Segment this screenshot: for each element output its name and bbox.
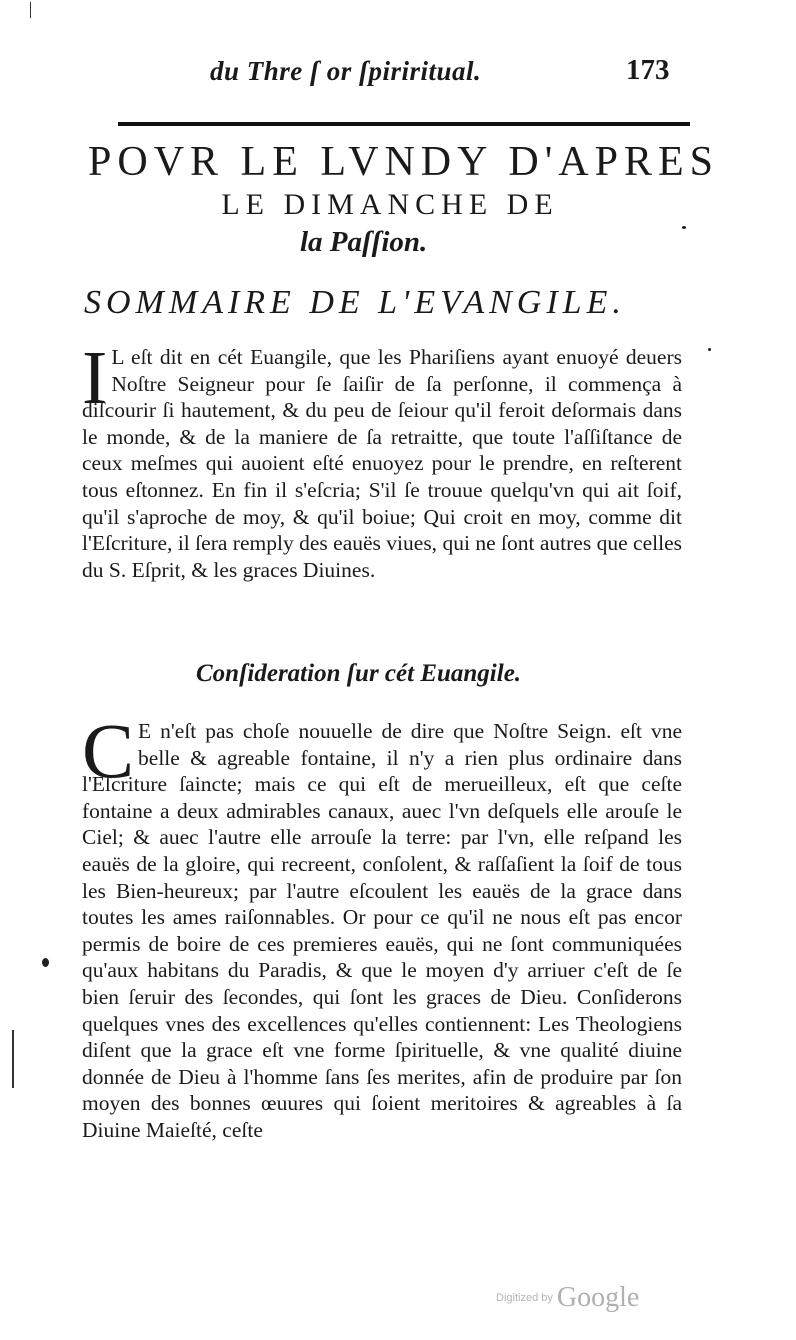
chapter-title-line-1: POVR LE LVNDY D'APRES [88, 139, 720, 185]
page-number: 173 [626, 54, 670, 86]
google-logo: Google [556, 1282, 640, 1313]
header-rule [118, 122, 690, 126]
ink-speck [708, 348, 711, 351]
chapter-title-line-3: la Paſſion. [300, 226, 428, 258]
digitized-watermark [496, 1282, 639, 1314]
summary-heading: SOMMAIRE DE L'EVANGILE. [84, 284, 626, 321]
consideration-paragraph [82, 707, 682, 1144]
drop-cap-c: C [82, 707, 135, 794]
ink-speck [682, 226, 686, 229]
chapter-title-line-2: LE DIMANCHE DE [221, 188, 559, 221]
running-head: du Thre ſ or ſpiriritual. [210, 56, 482, 86]
margin-mark [30, 2, 31, 18]
consideration-text: E n'eſt pas choſe nouuelle de dire que Noſtre Seign. eſt vne belle & agreable fontaine, il n'y a rien plus ordinaire dans l'Eſcriture ſaincte; mais ce qui eſt de merueilleux, eſt que ceſte fontaine a deux admirables canaux, auec l'vn deſquels elle arouſe le Ciel; & auec l'autre elle arrouſe la terre: par l'vn, elle reſpand les eauës de la gloire, qui recreent, conſolent, & raſſaſient la ſoif de tous les Bien-heureux; par l'autre eſcoulent les eauës de la grace dans toutes les ames raiſonnables. Or pour ce qu'il ne nous eſt pas encor permis de boire de ces premieres eauës, qui ne ſont communiquées qu'aux habitans du Paradis, & que le moyen d'y arriuer c'eſt de ſe bien ſeruir des ſecondes, qui ſont les graces de Dieu. Conſiderons quelques vnes des excellences qu'elles contiennent: Les Theologiens diſent que la grace eſt vne forme ſpirituelle, & vne qualité diuine donnée de Dieu à l'homme ſans ſes merites, afin de produire par ſon moyen des bonnes œuures qui ſoient meritoires & agreables à ſa Diuine Maieſté, ceſte [82, 719, 682, 1142]
drop-cap-i: I [82, 336, 108, 420]
summary-paragraph [82, 336, 682, 583]
summary-text: L eſt dit en cét Euangile, que les Phariſiens ayant enuoyé deuers Noſtre Seigneur pour ſe ſaiſir de ſa perſonne, il commença à diſcourir ſi hautement, & du peu de ſeiour qu'il feroit deſormais dans le monde, & de la maniere de ſa retraitte, que toute l'aſſiſtance de ceux meſmes qui auoient eſté enuoyez pour le prendre, en reſterent tous eſtonnez. En fin il s'eſcria; S'il ſe trouue quelqu'vn qui ait ſoif, qu'il s'aproche de moy, & qu'il boiue; Qui croit en moy, comme dit l'Eſcriture, il ſera remply des eauës viues, qui ne ſont autres que celles du S. Eſprit, & les graces Diuines. [82, 345, 682, 582]
watermark-prefix: Digitized by [496, 1292, 553, 1304]
margin-mark [12, 1030, 14, 1088]
consideration-heading: Conſideration ſur cét Euangile. [196, 660, 522, 687]
ink-speck [42, 958, 49, 967]
